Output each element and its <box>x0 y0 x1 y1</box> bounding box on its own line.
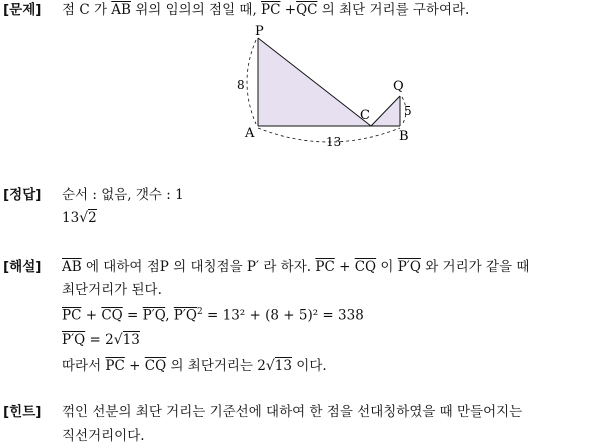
explanation-line-5: 따라서 $\overline{PC} + \overline{CQ}$ 의 최단거리는 2√13 이다. <box>62 358 327 374</box>
label-p: P <box>255 24 264 39</box>
label-b: B <box>399 129 409 144</box>
sqrt-symbol: √13 <box>265 358 292 374</box>
answer-order-count: 순서 : 없음, 갯수 : 1 <box>62 187 184 203</box>
explanation-line-3: $\overline{PC} + \overline{CQ} = P'Q$, $P'Q^2 = 13^2 + (8 + 5)^2 = 338$ <box>62 307 364 324</box>
length-ab: 13 <box>326 135 342 149</box>
label-a: A <box>245 126 255 141</box>
answer-value: 13√2 <box>62 210 97 226</box>
hint-line-2: 직선거리이다. <box>62 428 145 444</box>
problem-statement: 점 C 가 $\overline{AB}$ 위의 임의의 점일 때, $\overline{PC} +\overline{QC}$ 의 최단 거리를 구하여라. <box>62 2 470 18</box>
hint-tag: [힌트] <box>3 404 42 420</box>
explanation-line-4: P′Q = 2√13 <box>62 332 140 348</box>
label-c: C <box>360 108 370 123</box>
dimension-arc-ap <box>247 40 256 124</box>
explanation-line-1: $\overline{AB}$ 에 대하여 점P 의 대칭점을 P′ 라 하자. $\overline{PC} + \overline{CQ}$ 이 P′Q 와 거리가 같을 때 <box>62 259 530 275</box>
length-ap: 8 <box>237 78 245 92</box>
problem-tag: [문제] <box>3 2 42 18</box>
label-q: Q <box>393 79 404 94</box>
explanation-line-2: 최단거리가 된다. <box>62 282 162 298</box>
answer-tag: [정답] <box>3 187 42 203</box>
sqrt-symbol: √2 <box>79 210 97 226</box>
length-qb: 5 <box>404 104 412 118</box>
hint-line-1: 꺾인 선분의 최단 거리는 기준선에 대하여 한 점을 선대칭하였을 때 만들어지는 <box>62 404 523 420</box>
sqrt-symbol: √13 <box>113 332 140 348</box>
explanation-tag: [해설] <box>3 259 42 275</box>
